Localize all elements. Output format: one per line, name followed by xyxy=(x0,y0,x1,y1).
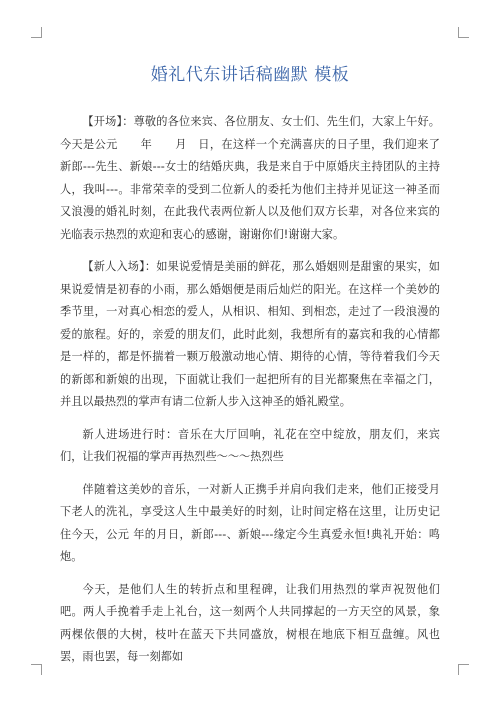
paragraph-entrance-in-progress: 新人进场进行时：音乐在大厅回响，礼花在空中绽放，朋友们，来宾们，让我们祝福的掌声再热烈些～～～热烈些 xyxy=(60,427,440,463)
document-title: 婚礼代东讲话稿幽默 模板 xyxy=(150,65,350,85)
crop-mark-top-right xyxy=(458,27,469,38)
paragraph-opening: 【开场】：尊敬的各位来宾、各位朋友、女士们、先生们，大家上午好。今天是公元 年 月 日，在这样一个充满喜庆的日子里，我们迎来了新郎---先生、新娘---女士的结婚庆典，我是来自于中原婚庆主持团队的主持人，我叫---。非常荣幸的受到二位新人的委托为他们主持并见证这一神圣而又浪漫的婚礼时刻，在此我代表两位新人以及他们双方长辈，对各位来宾的光临表示热烈的欢迎和衷心的感谢，谢谢你们!谢谢大家。 xyxy=(60,115,440,241)
crop-mark-bottom-right xyxy=(458,664,469,675)
paragraph-couple-entrance: 【新人入场】：如果说爱情是美丽的鲜花，那么婚姻则是甜蜜的果实，如果说爱情是初春的小雨，那么婚姻便是雨后灿烂的阳光。在这样一个美妙的季节里，一对真心相恋的爱人，从相识、相知、到相恋，走过了一段浪漫的爱的旅程。好的，亲爱的朋友们，此时此刻，我想所有的嘉宾和我的心情都是一样的，都是怀揣着一颗万般激动地心情、期待的心情，等待着我们今天的新郎和新娘的出现，下面就让我们一起把所有的目光都聚焦在幸福之门，并且以最热烈的掌声有请二位新人步入这神圣的婚礼殿堂。 xyxy=(60,260,440,408)
crop-mark-top-left xyxy=(31,27,42,38)
paragraph-music: 伴随着这美妙的音乐，一对新人正携手并肩向我们走来，他们正接受月下老人的洗礼，享受这人生中最美好的时刻，让时间定格在这里，让历史记住今天，公元 年的月日，新郎---、新娘---缘定今生真爱永恒!典礼开始：鸣炮。 xyxy=(60,482,440,563)
document-body xyxy=(60,111,440,679)
crop-mark-bottom-left xyxy=(31,664,42,675)
paragraph-milestone: 今天，是他们人生的转折点和里程碑，让我们用热烈的掌声祝贺他们吧。两人手挽着手走上礼台，这一刻两个人共同撑起的一方天空的风景，象两棵依偎的大树，枝叶在蓝天下共同盛放，树根在地底下相互盘缠。风也罢，雨也罢，每一刻都如 xyxy=(60,582,440,663)
